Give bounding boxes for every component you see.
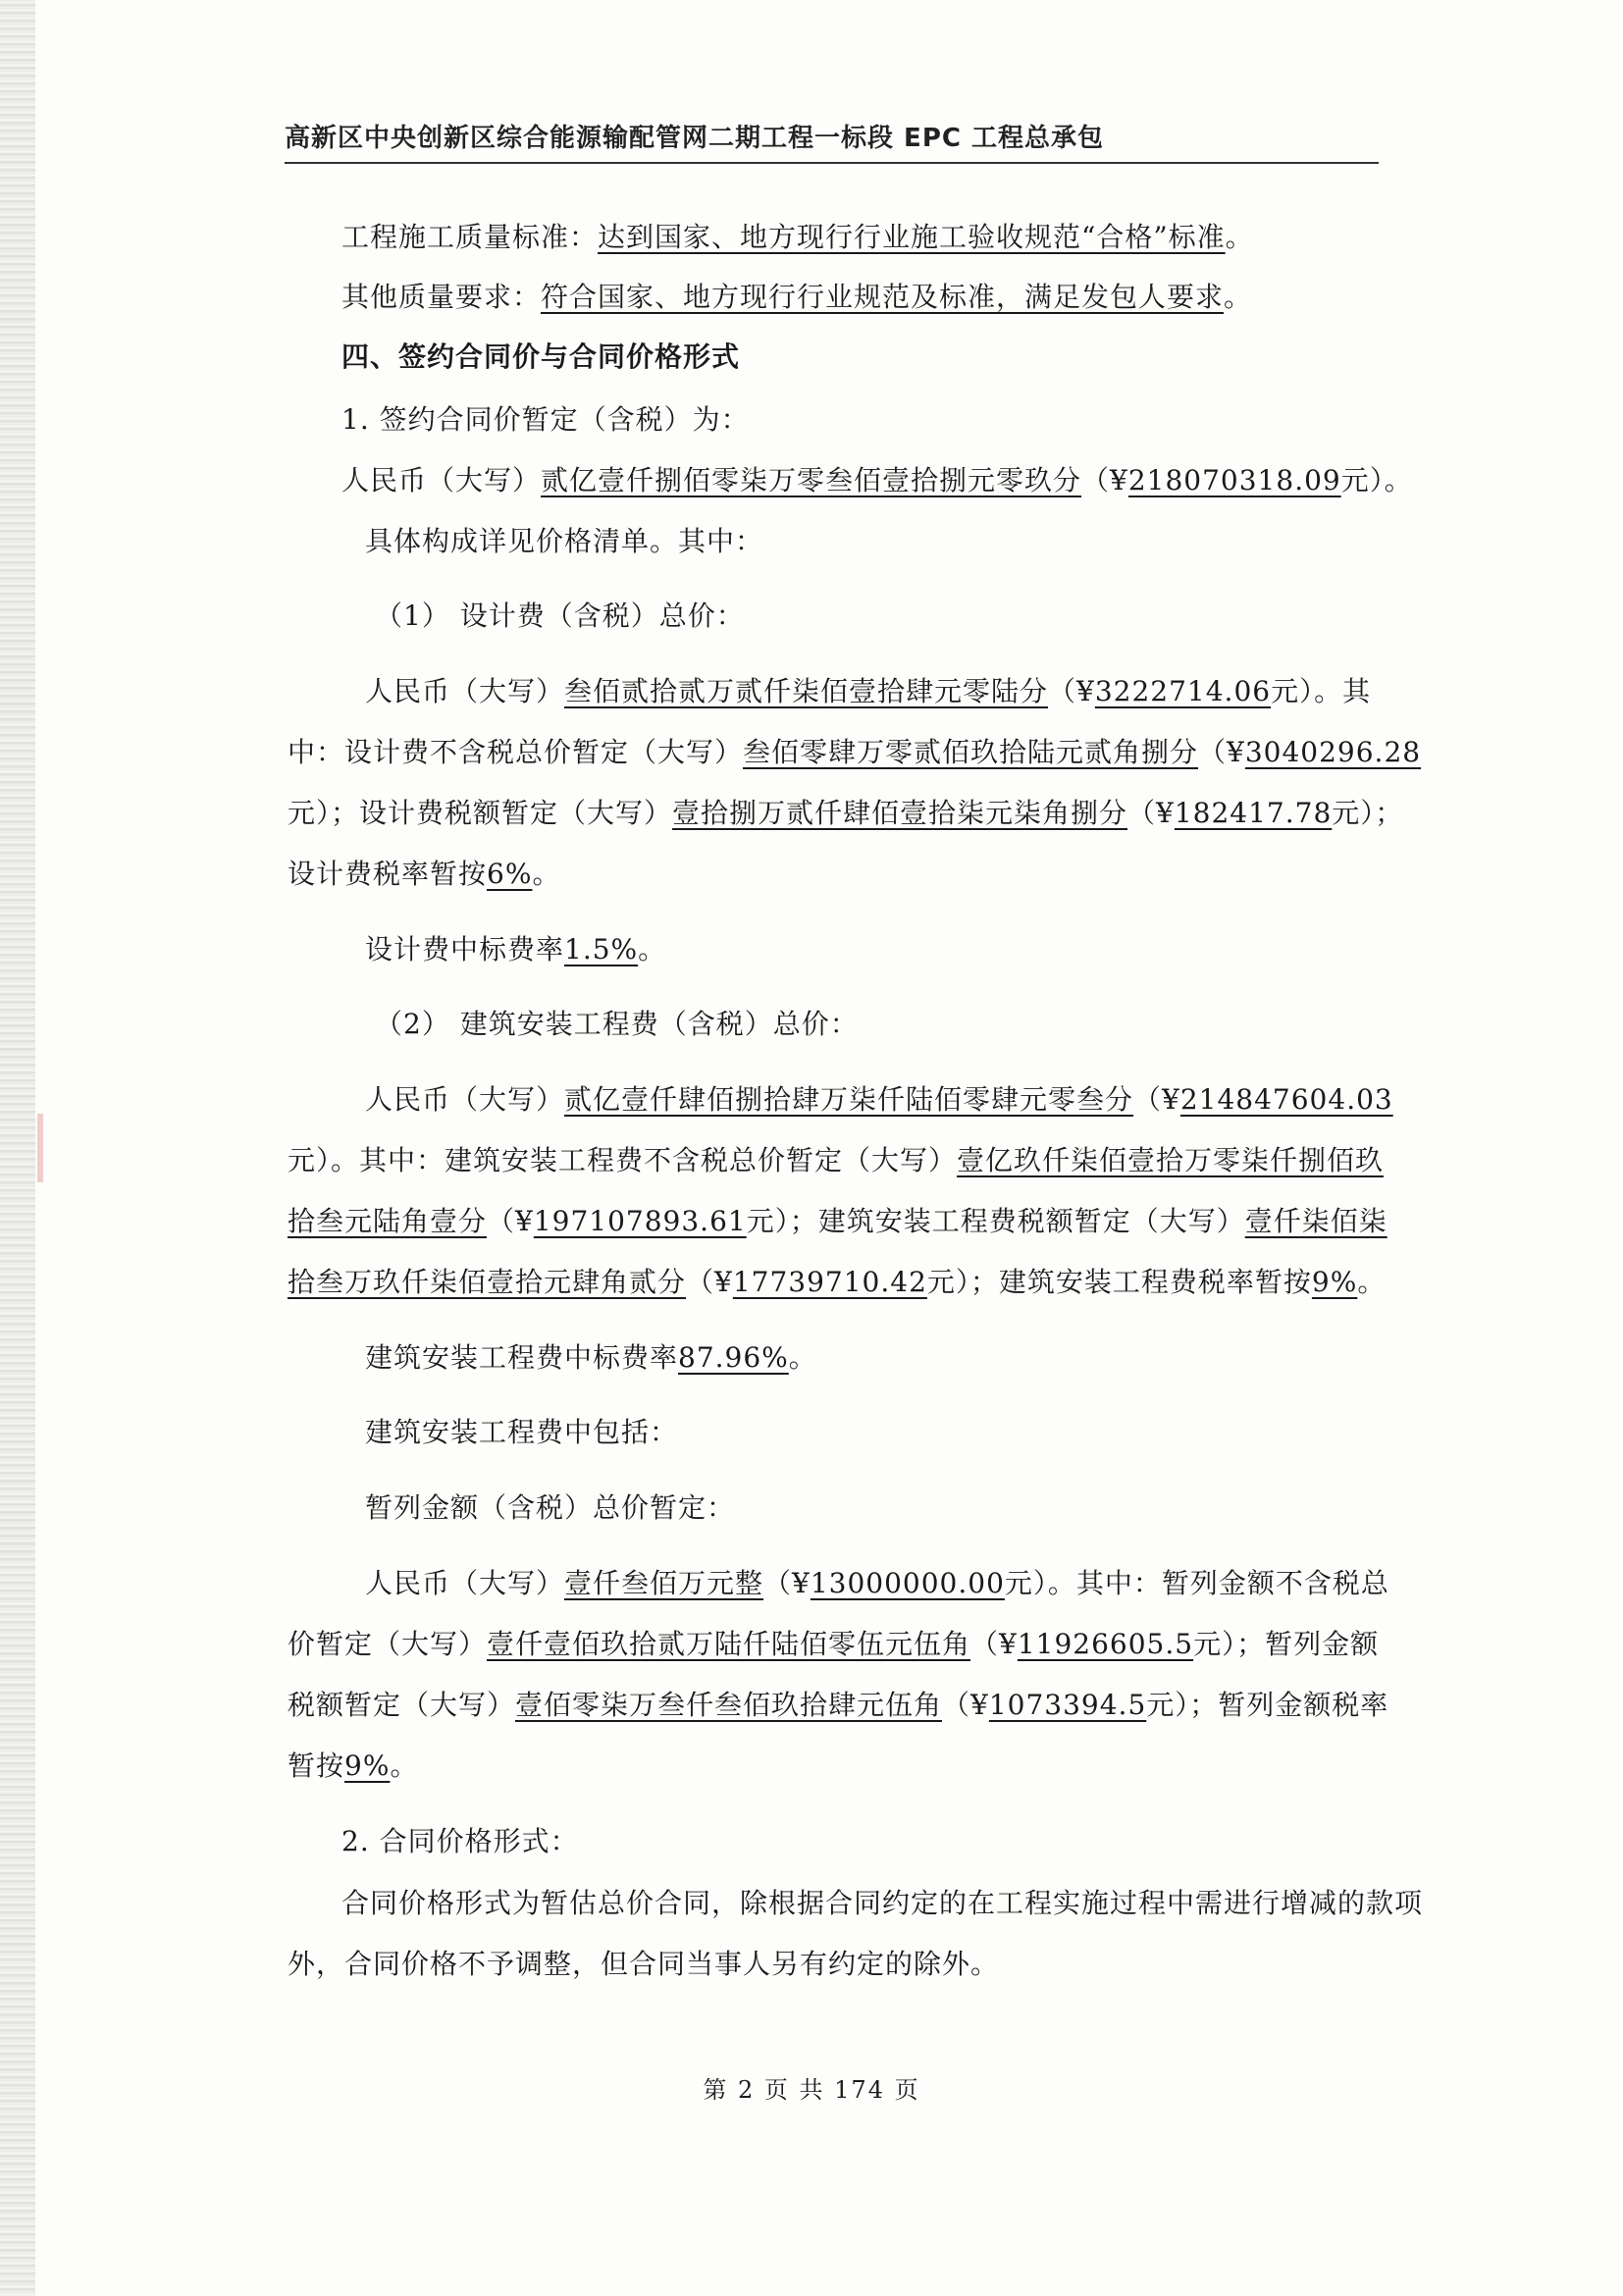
quality-construction-line: 工程施工质量标准：达到国家、地方现行行业施工验收规范“合格”标准。: [341, 221, 1254, 253]
page-number: 第 2 页 共 174 页: [703, 2076, 920, 2104]
price-detail-intro: 具体构成详见价格清单。其中：: [365, 525, 764, 557]
design-fee-heading: （1） 设计费（含税）总价：: [375, 600, 745, 632]
price-form-paragraph-line-2: 外，合同价格不予调整，但合同当事人另有约定的除外。: [288, 1948, 1000, 1980]
construction-fee-includes: 建筑安装工程费中包括：: [365, 1416, 679, 1448]
total-price-number: 218070318.09: [1127, 464, 1341, 496]
section-heading: 四、签约合同价与合同价格形式: [341, 340, 741, 373]
total-price-line: 人民币（大写）贰亿壹仟捌佰零柒万零叁佰壹拾捌元零玖分（¥218070318.09元）。: [341, 464, 1413, 496]
header-divider: [285, 162, 1379, 164]
design-fee-line-1: 人民币（大写）叁佰贰拾贰万贰仟柒佰壹拾肆元零陆分（¥3222714.06元）。其: [365, 675, 1372, 707]
design-fee-bid-rate: 设计费中标费率1.5%。: [365, 933, 667, 965]
total-price-words: 贰亿壹仟捌佰零柒万零叁佰壹拾捌元零玖分: [541, 464, 1082, 496]
construction-fee-line-4: 拾叁万玖仟柒佰壹拾元肆角贰分（¥17739710.42元）；建筑安装工程费税率暂按9%。: [288, 1266, 1387, 1298]
price-form-paragraph-line-1: 合同价格形式为暂估总价合同，除根据合同约定的在工程实施过程中需进行增减的款项: [341, 1887, 1424, 1919]
provisional-line-1: 人民币（大写）壹仟叁佰万元整（¥13000000.00元）。其中：暂列金额不含税总: [365, 1567, 1389, 1599]
design-fee-line-3: 元）；设计费税额暂定（大写）壹拾捌万贰仟肆佰壹拾柒元柒角捌分（¥182417.78元）；: [288, 797, 1404, 829]
quality-other-value: 符合国家、地方现行行业规范及标准，满足发包人要求: [541, 281, 1225, 313]
provisional-line-2: 价暂定（大写）壹仟壹佰玖拾贰万陆仟陆佰零伍元伍角（¥11926605.5元）；暂列金额: [288, 1628, 1380, 1660]
quality-construction-value: 达到国家、地方现行行业施工验收规范“合格”标准: [598, 221, 1226, 253]
provisional-line-3: 税额暂定（大写）壹佰零柒万叁仟叁佰玖拾肆元伍角（¥1073394.5元）；暂列金额税率: [288, 1689, 1389, 1721]
quality-other-line: 其他质量要求：符合国家、地方现行行业规范及标准，满足发包人要求。: [341, 281, 1253, 313]
design-fee-line-2: 中：设计费不含税总价暂定（大写）叁佰零肆万零贰佰玖拾陆元贰角捌分（¥3040296.28: [288, 736, 1422, 768]
construction-fee-line-3: 拾叁元陆角壹分（¥197107893.61元）；建筑安装工程费税额暂定（大写）壹仟柒佰柒: [288, 1205, 1387, 1237]
scan-page-edge: [0, 0, 35, 2296]
design-fee-line-4: 设计费税率暂按6%。: [288, 858, 561, 890]
provisional-heading: 暂列金额（含税）总价暂定：: [365, 1491, 736, 1524]
construction-fee-line-1: 人民币（大写）贰亿壹仟肆佰捌拾肆万柒仟陆佰零肆元零叁分（¥214847604.03: [365, 1083, 1393, 1116]
construction-fee-line-2: 元）。其中：建筑安装工程费不含税总价暂定（大写）壹亿玖仟柒佰壹拾万零柒仟捌佰玖: [288, 1144, 1385, 1176]
price-item-1: 1. 签约合同价暂定（含税）为：: [341, 403, 750, 436]
scan-stain: [37, 1114, 43, 1182]
price-item-2: 2. 合同价格形式：: [341, 1825, 579, 1857]
document-header-title: 高新区中央创新区综合能源输配管网二期工程一标段 EPC 工程总承包: [285, 124, 1105, 153]
provisional-line-4: 暂按9%。: [288, 1749, 419, 1782]
construction-fee-bid-rate: 建筑安装工程费中标费率87.96%。: [365, 1341, 817, 1374]
construction-fee-heading: （2） 建筑安装工程费（含税）总价：: [375, 1008, 859, 1040]
